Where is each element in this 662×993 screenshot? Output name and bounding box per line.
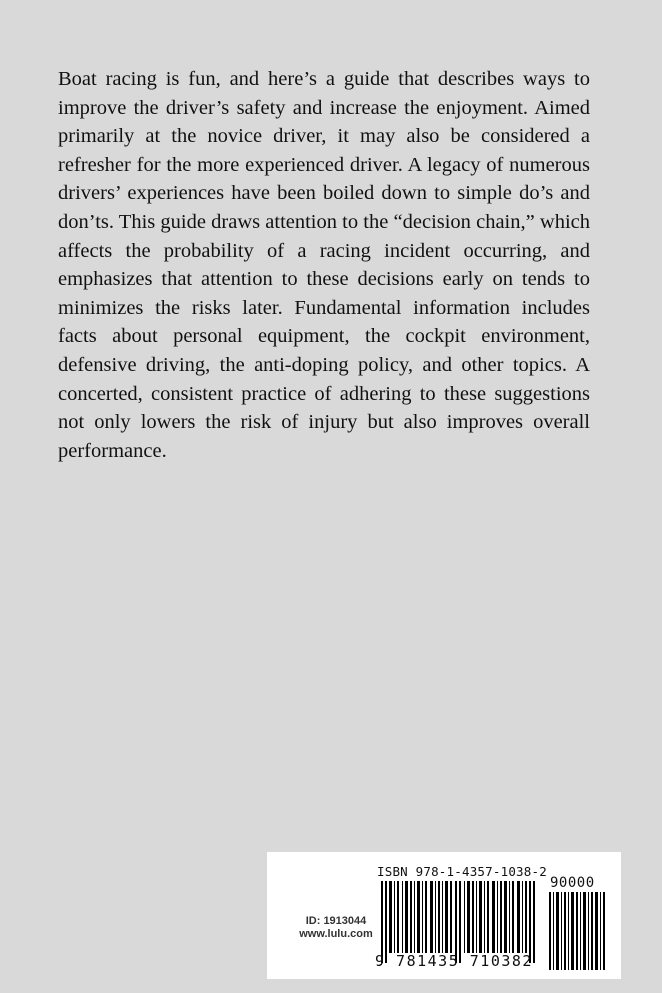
ean-bar — [405, 881, 408, 953]
ean-bar — [476, 881, 477, 953]
supp-bar — [580, 892, 581, 970]
ean-barcode — [375, 881, 543, 963]
ean-bar — [394, 881, 395, 953]
supp-bar — [588, 892, 589, 970]
ean-bar — [464, 881, 465, 953]
ean-bar — [397, 881, 399, 953]
ean-bar — [410, 881, 412, 953]
ean-bar — [487, 881, 489, 953]
ean-bar — [438, 881, 440, 953]
back-cover-blurb: Boat racing is fun, and here’s a guide that describes ways to improve the driver’s safety and increase the enjoyment. Aimed primarily at the novice driver, it may also be considered a refresher for the more experienced driver. A legacy of numerous drivers’ experiences have been boiled down to simple do’s and don’ts. This guide draws attention to the “decision chain,” which affects the probability of a racing incident occurring, and emphasizes that attention to these decisions early on tends to minimizes the risks later. Fundamental information includes facts about personal equipment, the cockpit environment, defensive driving, the anti-doping policy, and other topics. A concerted, consistent practice of adhering to these suggestions not only lowers the risk of injury but also improves overall performance. — [58, 68, 590, 462]
supp-bar — [564, 892, 566, 970]
ean-bar — [402, 881, 403, 953]
ean-bar — [425, 881, 427, 953]
supp-bar — [571, 892, 574, 970]
supp-bar — [549, 892, 551, 970]
ean-bar — [442, 881, 443, 953]
lulu-url-text: www.lulu.com — [299, 928, 373, 940]
supplement-barcode — [547, 892, 609, 970]
supp-bar — [568, 892, 569, 970]
supp-bar — [556, 892, 559, 970]
supp-bar — [600, 892, 601, 970]
ean-bar — [450, 881, 452, 953]
ean-guard-bar — [533, 881, 535, 963]
ean-guard-bar — [385, 881, 387, 963]
ean-bar — [472, 881, 474, 953]
ean-bar — [500, 881, 502, 953]
supp-bar — [561, 892, 562, 970]
ean-bar — [430, 881, 433, 953]
ean-bar — [467, 881, 470, 953]
ean-bar — [504, 881, 507, 953]
supp-bar — [591, 892, 593, 970]
ean-bar — [517, 881, 520, 953]
supp-bar — [603, 892, 605, 970]
ean-guard-bar — [381, 881, 383, 963]
supp-bar — [553, 892, 554, 970]
ean-bar — [492, 881, 495, 953]
ean-bar — [484, 881, 485, 953]
publisher-id — [291, 915, 381, 941]
ean-bar — [509, 881, 510, 953]
ean-guard-bar — [459, 881, 461, 963]
ean-bar — [512, 881, 514, 953]
ean-bar — [435, 881, 436, 953]
ean-bar — [417, 881, 420, 953]
ean-guard-bar — [529, 881, 531, 963]
ean-guard-bar — [455, 881, 457, 963]
ean-bar — [389, 881, 392, 953]
ean-bar — [445, 881, 448, 953]
supp-bar — [583, 892, 586, 970]
supp-bar — [576, 892, 578, 970]
ean-bar — [497, 881, 498, 953]
ean-bar — [479, 881, 482, 953]
ean-bar — [422, 881, 423, 953]
supp-bar — [595, 892, 598, 970]
isbn-label: ISBN 978-1-4357-1038-2 — [377, 864, 547, 879]
ean-bar — [525, 881, 527, 953]
supplement-code: 90000 — [550, 875, 595, 891]
ean-bar — [414, 881, 415, 953]
lulu-id-text: ID: 1913044 — [305, 915, 367, 927]
barcode-panel — [267, 852, 621, 979]
ean-digits: 9 781435 710382 — [375, 952, 533, 970]
ean-bar — [522, 881, 523, 953]
